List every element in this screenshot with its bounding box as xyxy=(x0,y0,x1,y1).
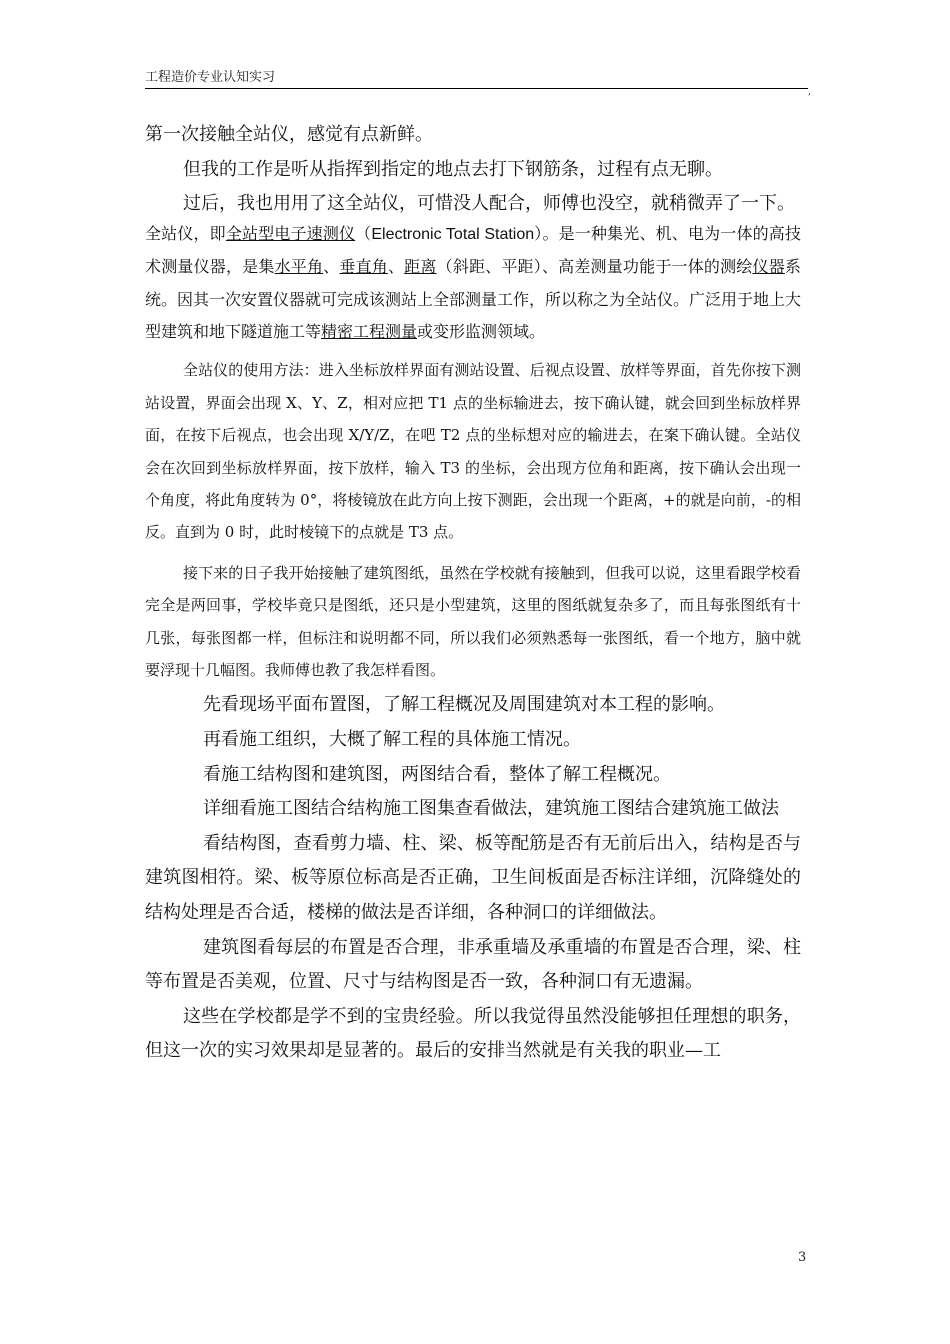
link-total-station[interactable]: 全站型电子速测仪 xyxy=(225,223,356,243)
paragraph: 第一次接触全站仪，感觉有点新鲜。 xyxy=(145,124,433,145)
link-instrument[interactable]: 仪器 xyxy=(752,257,785,277)
text-span-latin: Electronic Total Station xyxy=(371,225,535,243)
paragraph: 看施工结构图和建筑图，两图结合看，整体了解工程概况。 xyxy=(203,763,671,785)
header-mark: , xyxy=(808,86,812,97)
paragraph-total-station xyxy=(145,218,801,349)
paragraph-usage: 全站仪的使用方法：进入坐标放样界面有测站设置、后视点设置、放样等界面，首先你按下测站设置，界面会出现 X、Y、Z，相对应把 T1 点的坐标输进去，按下确认键，就会回到坐标放样界面，在按下后视点，也会出现 X/Y/Z，在吧 T2 点的坐标想对应的输进去，在案下确认键。全站仪会在次回到坐标放样界面，按下放样，输入 T3 的坐标，会出现方位角和距离，按下确认会出现一个角度，将此角度转为 0°，将棱镜放在此方向上按下测距，会出现一个距离，+的就是向前，-的相反。直到为 0 时，此时棱镜下的点就是 T3 点。 xyxy=(145,361,801,542)
text-span: 、 xyxy=(387,257,405,277)
text-span: 系统。因其一次安置仪器就可完成该测站上全部测量工作，所以称之为全站仪。广泛用于地上大型建筑和地下隧道施工等 xyxy=(145,257,802,341)
link-vertical-angle[interactable]: 垂直角 xyxy=(339,257,388,277)
paragraph: 再看施工组织，大概了解工程的具体施工情况。 xyxy=(203,729,581,751)
link-distance[interactable]: 距离 xyxy=(404,257,437,277)
paragraph: 但我的工作是听从指挥到指定的地点去打下钢筋条，过程有点无聊。 xyxy=(183,158,723,180)
paragraph: 建筑图看每层的布置是否合理，非承重墙及承重墙的布置是否合理，梁、柱等布置是否美观，位置、尺寸与结构图是否一致，各种洞口有无遗漏。 xyxy=(145,936,801,993)
paragraph: 先看现场平面布置图，了解工程概况及周围建筑对本工程的影响。 xyxy=(203,694,725,716)
paragraph: 接下来的日子我开始接触了建筑图纸，虽然在学校就有接触到，但我可以说，这里看跟学校看完全是两回事，学校毕竟只是图纸，还只是小型建筑，这里的图纸就复杂多了，而且每张图纸有十几张，每张图都一样，但标注和说明都不同，所以我们必须熟悉每一张图纸，看一个地方，脑中就要浮现十几幅图。我师傅也教了我怎样看图。 xyxy=(145,563,801,680)
link-precision-survey[interactable]: 精密工程测量 xyxy=(321,322,418,341)
paragraph: 详细看施工图结合结构施工图集查看做法，建筑施工图结合建筑施工做法 xyxy=(203,798,779,820)
text-span: 全站仪，即 xyxy=(145,223,226,243)
text-span: ）。是一种集光、机、电为一体的高技术测量仪器，是集 xyxy=(145,223,801,277)
header-rule xyxy=(145,88,808,89)
running-header: 工程造价专业认知实习 xyxy=(145,70,276,85)
page-number: 3 xyxy=(798,1250,807,1265)
paragraph: 看结构图，查看剪力墙、柱、梁、板等配筋是否有无前后出入，结构是否与建筑图相符。梁、板等原位标高是否正确，卫生间板面是否标注详细，沉降缝处的结构处理是否合适，楼梯的做法是否详细，各种洞口的详细做法。 xyxy=(145,832,801,924)
paragraph: 过后，我也用用了这全站仪，可惜没人配合，师傅也没空，就稍微弄了一下。 xyxy=(183,193,795,215)
text-span: （ xyxy=(355,223,372,243)
text-span: 、 xyxy=(323,257,340,277)
document-body xyxy=(145,118,801,1069)
link-horizontal-angle[interactable]: 水平角 xyxy=(274,257,324,277)
paragraph: 这些在学校都是学不到的宝贵经验。所以我觉得虽然没能够担任理想的职务，但这一次的实习效果却是显著的。最后的安排当然就是有关我的职业—工 xyxy=(145,1005,801,1062)
text-span: （斜距、平距）、高差测量功能于一体的测绘 xyxy=(436,257,753,277)
text-span: 或变形监测领域。 xyxy=(417,322,546,341)
